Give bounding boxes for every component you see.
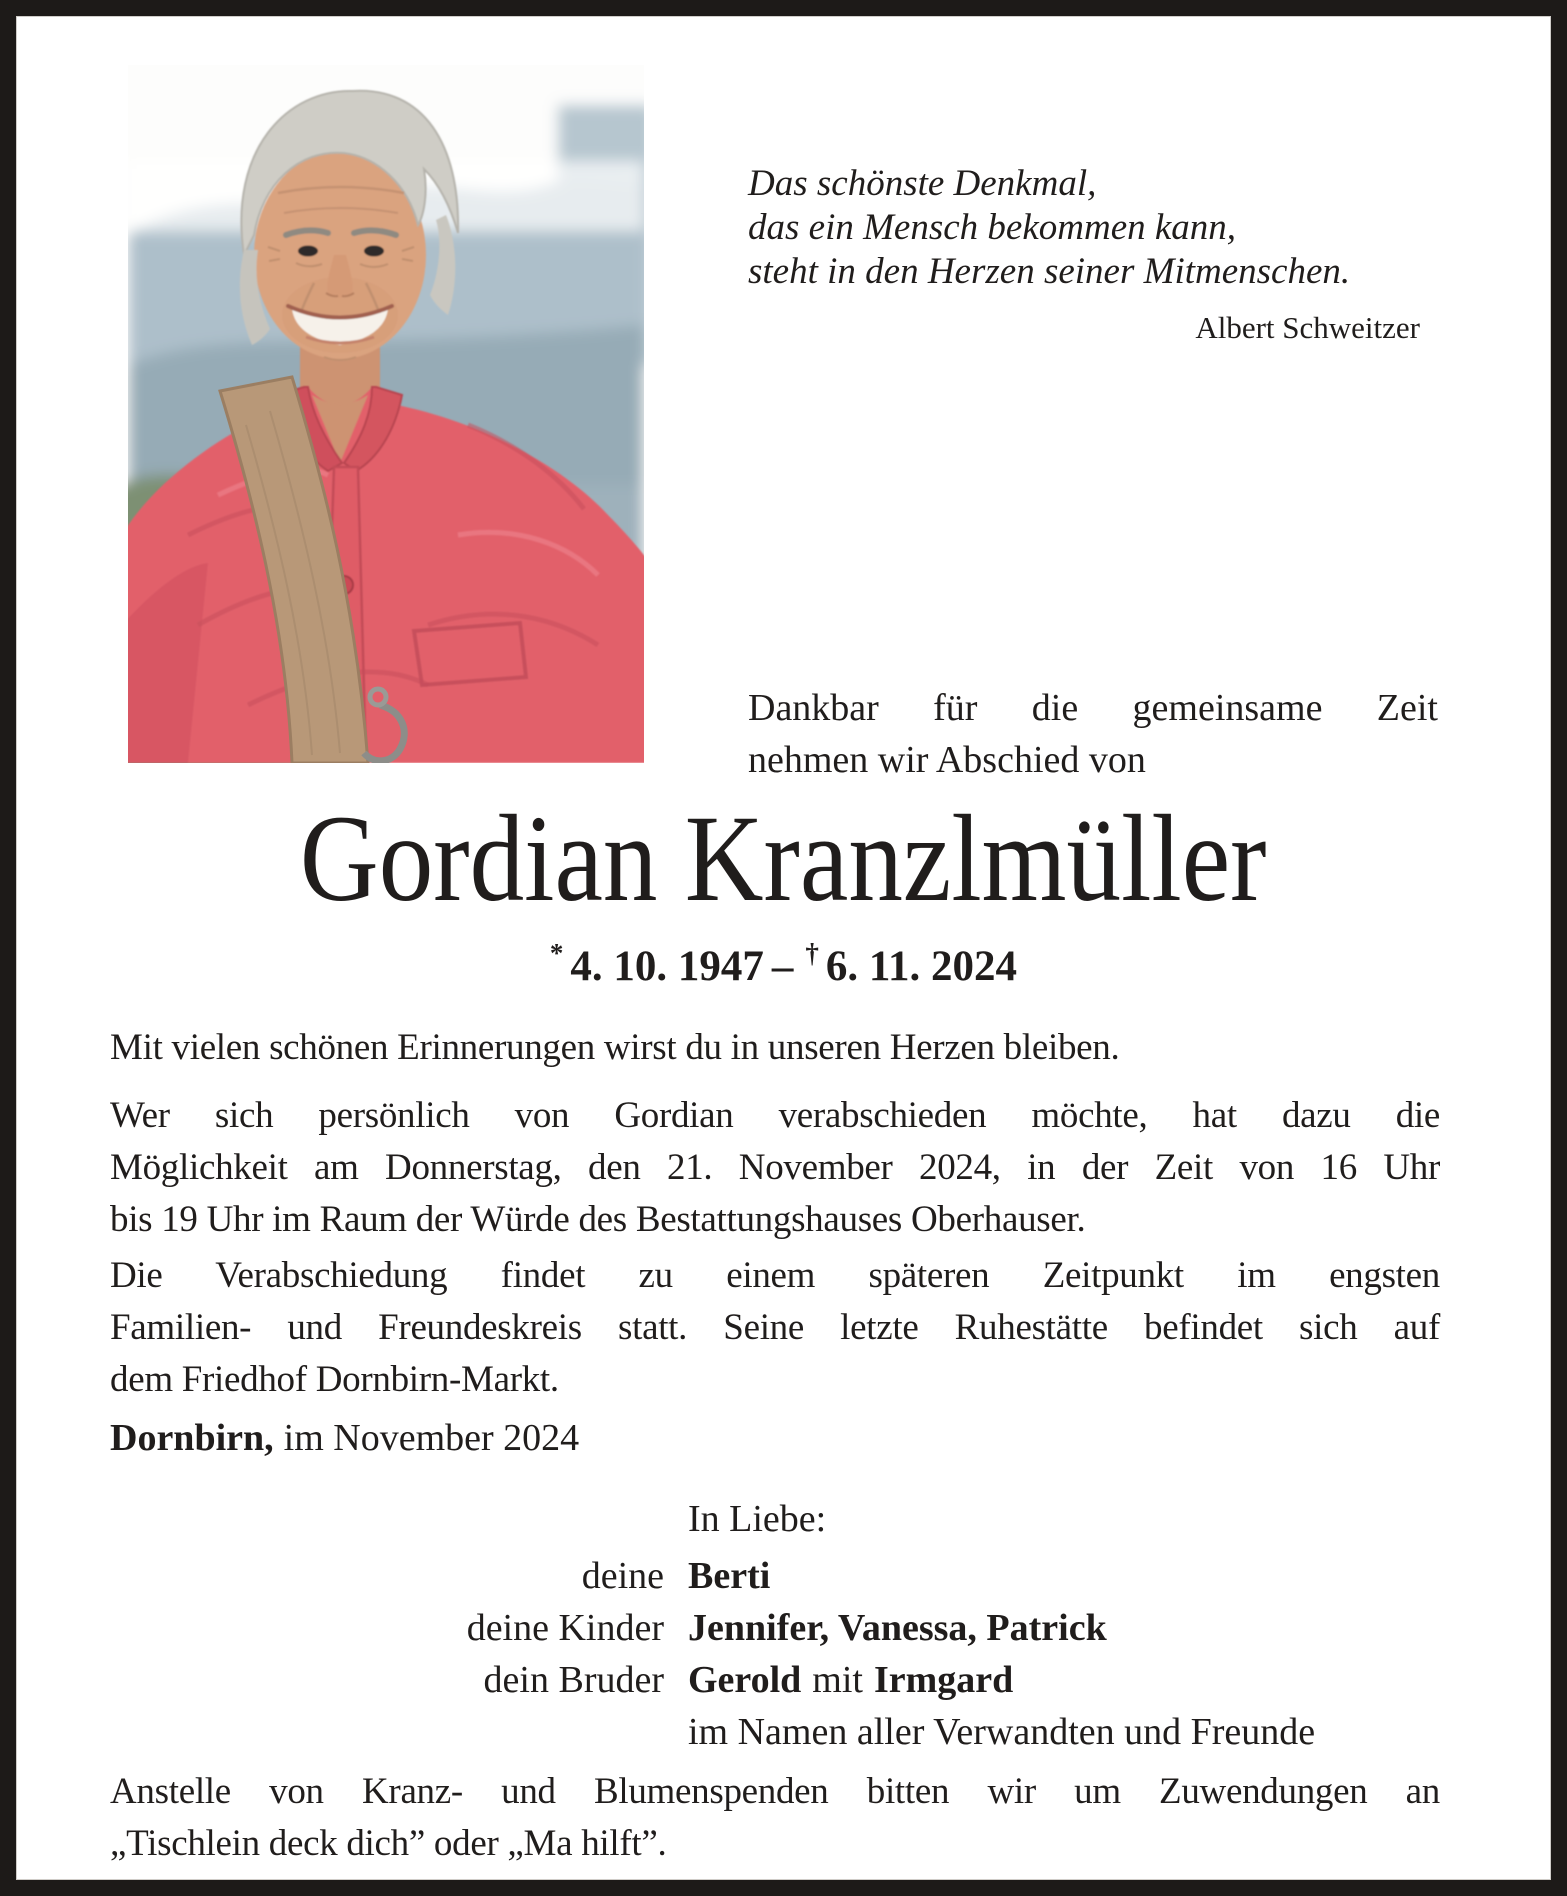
date-text: im November 2024 bbox=[283, 1417, 580, 1459]
family-relation: deine Kinder bbox=[466, 1607, 664, 1649]
family-names-connector: mit bbox=[812, 1659, 863, 1701]
family-names bbox=[688, 1654, 1440, 1706]
text-line: nehmen wir Abschied von bbox=[748, 739, 1146, 781]
family-list bbox=[110, 1550, 1440, 1758]
text-line: Anstelle von Kranz- und Blumenspenden bitten wir um Zuwendungen an bbox=[110, 1771, 1440, 1812]
birth-date: 4. 10. 1947 bbox=[570, 943, 764, 990]
farewell-visit-details bbox=[110, 1090, 1440, 1246]
family-name: Gerold bbox=[688, 1659, 802, 1701]
funeral-details bbox=[110, 1250, 1440, 1406]
text-line: Dankbar für die gemeinsame Zeit bbox=[748, 687, 1438, 729]
place-dateline bbox=[110, 1416, 579, 1460]
text-line: steht in den Herzen seiner Mitmenschen. bbox=[748, 251, 1351, 292]
portrait-illustration bbox=[128, 65, 644, 763]
text-line: Möglichkeit am Donnerstag, den 21. November 2024, in der Zeit von 16 Uhr bbox=[110, 1147, 1440, 1188]
text-line: „Tischlein deck dich” oder „Ma hilft”. bbox=[110, 1823, 667, 1864]
deceased-name-text: Gordian Kranzlmüller bbox=[300, 790, 1267, 927]
text-line: Wer sich persönlich von Gordian verabschieden möchte, hat dazu die bbox=[110, 1095, 1440, 1136]
place-name: Dornbirn, bbox=[110, 1417, 274, 1459]
family-relation: deine bbox=[581, 1555, 664, 1597]
farewell-intro bbox=[748, 682, 1438, 786]
family-names: Jennifer, Vanessa, Patrick bbox=[688, 1607, 1107, 1649]
portrait-photo bbox=[128, 65, 644, 763]
quote-attribution: Albert Schweitzer bbox=[1195, 310, 1420, 345]
family-name: Irmgard bbox=[873, 1659, 1014, 1701]
death-date: 6. 11. 2024 bbox=[825, 943, 1018, 990]
family-relation-empty bbox=[110, 1706, 664, 1758]
birth-star-symbol: * bbox=[549, 938, 564, 968]
text-line: bis 19 Uhr im Raum der Würde des Bestattungshauses Oberhauser. bbox=[110, 1199, 1086, 1240]
text-line: das ein Mensch bekommen kann, bbox=[748, 207, 1237, 248]
text-line: Das schönste Denkmal, bbox=[748, 163, 1097, 204]
memory-line bbox=[110, 1022, 1440, 1074]
deceased-name bbox=[16, 790, 1551, 927]
family-names: Berti bbox=[688, 1555, 771, 1597]
memorial-quote bbox=[748, 162, 1420, 350]
family-relation: dein Bruder bbox=[483, 1659, 664, 1701]
dates-separator: – bbox=[771, 943, 794, 990]
text-line: Die Verabschiedung findet zu einem späteren Zeitpunkt im engsten bbox=[110, 1255, 1440, 1296]
family-suffix: im Namen aller Verwandten und Freunde bbox=[688, 1711, 1316, 1753]
life-dates bbox=[16, 938, 1551, 991]
donation-note bbox=[110, 1766, 1440, 1870]
closing-heading: In Liebe: bbox=[688, 1498, 827, 1540]
obituary-page bbox=[16, 16, 1551, 1880]
text-line: Familien- und Freundeskreis statt. Seine letzte Ruhestätte befindet sich auf bbox=[110, 1307, 1440, 1348]
death-dagger-symbol: † bbox=[805, 938, 819, 968]
text-line: Mit vielen schönen Erinnerungen wirst du in unseren Herzen bleiben. bbox=[110, 1027, 1120, 1068]
quote-text bbox=[748, 162, 1420, 294]
text-line: dem Friedhof Dornbirn-Markt. bbox=[110, 1359, 559, 1400]
